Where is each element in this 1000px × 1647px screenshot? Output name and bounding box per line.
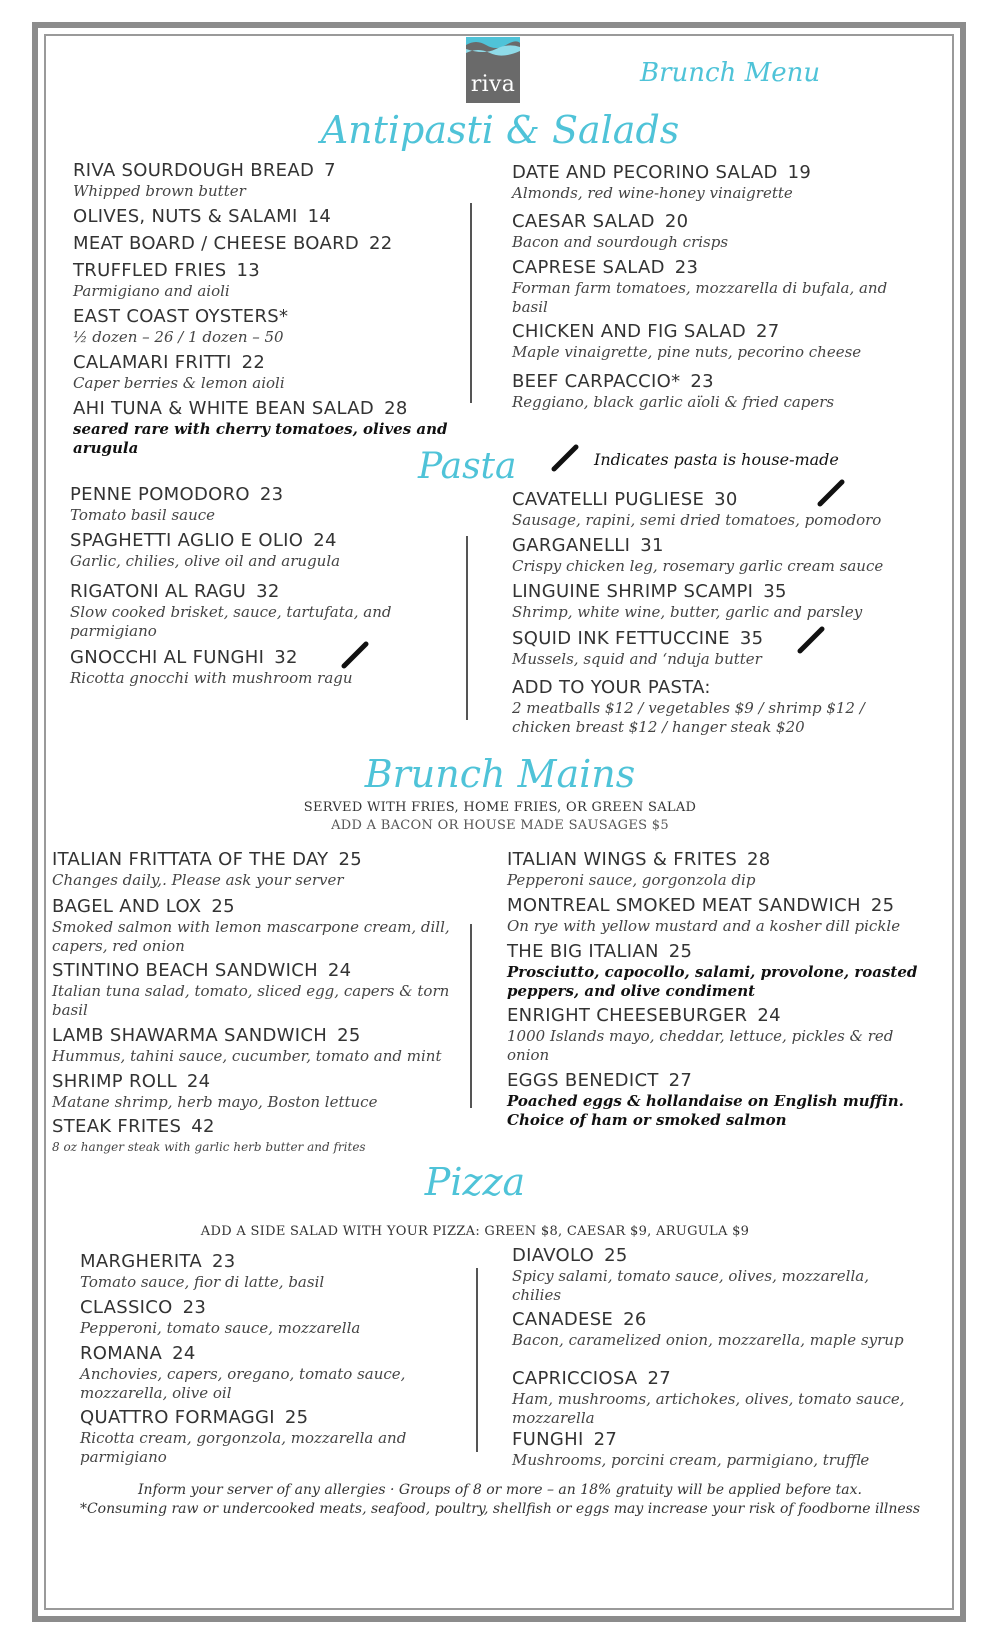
- allergy-note: Inform your server of any allergies · Groups of 8 or more – an 18% gratuity will be applied before tax.: [138, 1482, 862, 1498]
- menu-item: [507, 849, 927, 890]
- wave-icon: [466, 37, 520, 63]
- item-description: Spicy salami, tomato sauce, olives, mozzarella, chilies: [512, 1267, 869, 1304]
- item-description: Matane shrimp, herb mayo, Boston lettuce: [52, 1093, 378, 1111]
- item-name: [52, 960, 472, 982]
- menu-item: [80, 1297, 460, 1338]
- menu-item: [512, 628, 912, 669]
- item-name: [52, 896, 472, 918]
- menu-item: [70, 647, 455, 688]
- item-price: 25: [668, 941, 693, 962]
- item-description: Anchovies, capers, oregano, tomato sauce, mozzarella, olive oil: [80, 1365, 406, 1402]
- menu-item: [512, 1309, 912, 1350]
- item-title: ADD TO YOUR PASTA:: [512, 677, 711, 698]
- item-description: Italian tuna salad, tomato, sliced egg, capers & torn basil: [52, 982, 450, 1019]
- item-price: 27: [647, 1368, 672, 1389]
- item-description: Garlic, chilies, olive oil and arugula: [70, 552, 341, 570]
- menu-item: [512, 677, 912, 737]
- item-price: 25: [284, 1407, 309, 1428]
- rolling-pin-icon: [550, 443, 580, 473]
- item-title: STINTINO BEACH SANDWICH: [52, 960, 318, 981]
- divider-antipasti: [470, 203, 472, 403]
- item-title: THE BIG ITALIAN: [507, 941, 659, 962]
- item-description: Maple vinaigrette, pine nuts, pecorino cheese: [512, 343, 862, 361]
- item-description: 1000 Islands mayo, cheddar, lettuce, pickles & red onion: [507, 1027, 894, 1064]
- menu-item: [80, 1251, 460, 1292]
- item-name: [512, 535, 912, 557]
- item-name: [512, 257, 912, 279]
- item-title: MARGHERITA: [80, 1251, 202, 1272]
- item-name: [70, 647, 455, 669]
- menu-item: [512, 257, 912, 317]
- item-name: [52, 1071, 472, 1093]
- item-price: 23: [259, 484, 284, 505]
- item-name: [507, 849, 927, 871]
- item-name: [512, 1368, 912, 1390]
- item-price: 24: [186, 1071, 211, 1092]
- item-price: 28: [384, 398, 408, 419]
- menu-item: [52, 849, 472, 890]
- item-title: GARGANELLI: [512, 535, 631, 556]
- menu-item: [52, 896, 472, 956]
- item-price: 20: [664, 211, 689, 232]
- menu-item: [52, 960, 472, 1020]
- item-price: 25: [604, 1245, 628, 1266]
- divider-pizza: [476, 1268, 478, 1452]
- item-price: 22: [241, 352, 266, 373]
- item-name: [73, 233, 453, 255]
- item-title: AHI TUNA & WHITE BEAN SALAD: [73, 398, 375, 419]
- item-name: [507, 895, 927, 917]
- item-description: Tomato sauce, fior di latte, basil: [80, 1273, 325, 1291]
- menu-item: [512, 1368, 912, 1428]
- pasta-legend: Indicates pasta is house-made: [594, 450, 839, 469]
- item-name: [70, 530, 455, 552]
- menu-item: [52, 1025, 472, 1066]
- item-title: EAST COAST OYSTERS*: [73, 306, 289, 327]
- item-title: MONTREAL SMOKED MEAT SANDWICH: [507, 895, 861, 916]
- item-description: Shrimp, white wine, butter, garlic and parsley: [512, 603, 863, 621]
- menu-item: [70, 581, 455, 641]
- item-title: ROMANA: [80, 1343, 163, 1364]
- item-description: Poached eggs & hollandaise on English muffin. Choice of ham or smoked salmon: [507, 1092, 904, 1129]
- item-name: [80, 1343, 460, 1365]
- item-description: Parmigiano and aioli: [73, 282, 230, 300]
- rolling-pin-icon: [816, 478, 846, 508]
- item-title: SPAGHETTI AGLIO E OLIO: [70, 530, 304, 551]
- menu-item: [73, 233, 453, 255]
- item-name: [70, 484, 455, 506]
- menu-item: [73, 260, 453, 301]
- item-name: [512, 211, 912, 233]
- item-name: [52, 1116, 472, 1138]
- item-description: Almonds, red wine-honey vinaigrette: [512, 184, 793, 202]
- item-name: [52, 1025, 472, 1047]
- mains-note-1: SERVED WITH FRIES, HOME FRIES, OR GREEN SALAD: [303, 800, 697, 815]
- logo-text: riva: [470, 72, 516, 97]
- item-description: Slow cooked brisket, sauce, tartufata, and parmigiano: [70, 603, 392, 640]
- item-price: 19: [787, 162, 812, 183]
- item-title: CALAMARI FRITTI: [73, 352, 232, 373]
- item-name: [512, 162, 912, 184]
- item-price: 7: [324, 160, 336, 181]
- item-title: RIGATONI AL RAGU: [70, 581, 247, 602]
- item-price: 23: [674, 257, 699, 278]
- item-price: 42: [191, 1116, 215, 1137]
- menu-item: [512, 1429, 912, 1470]
- menu-item: [73, 352, 453, 393]
- item-price: 32: [274, 647, 298, 668]
- item-name: [70, 581, 455, 603]
- item-price: 32: [256, 581, 280, 602]
- menu-item: [512, 489, 912, 530]
- item-title: CANADESE: [512, 1309, 614, 1330]
- menu-title: Brunch Menu: [640, 58, 821, 88]
- item-title: FUNGHI: [512, 1429, 584, 1450]
- item-price: 23: [182, 1297, 207, 1318]
- item-title: BEEF CARPACCIO*: [512, 371, 681, 392]
- item-title: LINGUINE SHRIMP SCAMPI: [512, 581, 754, 602]
- item-description: 8 oz hanger steak with garlic herb butter and frites: [52, 1140, 366, 1154]
- menu-item: [80, 1343, 460, 1403]
- menu-item: [512, 581, 912, 622]
- item-price: 31: [640, 535, 664, 556]
- item-price: 35: [763, 581, 787, 602]
- item-name: [512, 489, 912, 511]
- item-description: Sausage, rapini, semi dried tomatoes, pomodoro: [512, 511, 882, 529]
- item-description: Smoked salmon with lemon mascarpone cream, dill, capers, red onion: [52, 918, 450, 955]
- menu-item: [512, 162, 912, 203]
- divider-pasta: [466, 536, 468, 720]
- item-title: CAESAR SALAD: [512, 211, 655, 232]
- menu-item: [507, 1005, 927, 1065]
- item-name: [512, 1309, 912, 1331]
- item-name: [73, 260, 453, 282]
- section-title-pasta: Pasta: [418, 446, 517, 487]
- item-description: Caper berries & lemon aioli: [73, 374, 285, 392]
- item-title: QUATTRO FORMAGGI: [80, 1407, 275, 1428]
- item-price: 14: [307, 206, 332, 227]
- item-name: [512, 628, 912, 650]
- menu-item: [507, 941, 927, 1001]
- raw-food-warning: *Consuming raw or undercooked meats, seafood, poultry, shellfish or eggs may increase your risk of foodborne illness: [79, 1501, 921, 1517]
- item-title: LAMB SHAWARMA SANDWICH: [52, 1025, 328, 1046]
- menu-item: [52, 1071, 472, 1112]
- item-name: [80, 1407, 460, 1429]
- item-description: Pepperoni sauce, gorgonzola dip: [507, 871, 756, 889]
- item-description: Ham, mushrooms, artichokes, olives, tomato sauce, mozzarella: [512, 1390, 905, 1427]
- item-description: Hummus, tahini sauce, cucumber, tomato and mint: [52, 1047, 442, 1065]
- item-title: TRUFFLED FRIES: [73, 260, 227, 281]
- item-title: PENNE POMODORO: [70, 484, 250, 505]
- item-title: DIAVOLO: [512, 1245, 595, 1266]
- menu-item: [73, 160, 453, 201]
- item-description: seared rare with cherry tomatoes, olives and arugula: [73, 420, 448, 457]
- item-price: 24: [327, 960, 352, 981]
- item-price: 26: [623, 1309, 647, 1330]
- item-description: Tomato basil sauce: [70, 506, 216, 524]
- item-title: EGGS BENEDICT: [507, 1070, 659, 1091]
- menu-item: [70, 530, 455, 571]
- item-title: ITALIAN FRITTATA OF THE DAY: [52, 849, 329, 870]
- item-title: OLIVES, NUTS & SALAMI: [73, 206, 298, 227]
- item-price: 28: [747, 849, 771, 870]
- item-price: 23: [211, 1251, 236, 1272]
- menu-item: [80, 1407, 460, 1467]
- item-description: Changes daily,. Please ask your server: [52, 871, 344, 889]
- menu-item: [73, 206, 453, 228]
- item-description: Reggiano, black garlic aïoli & fried capers: [512, 393, 835, 411]
- item-description: Bacon and sourdough crisps: [512, 233, 729, 251]
- section-title-antipasti: Antipasti & Salads: [320, 108, 680, 152]
- item-description: Ricotta gnocchi with mushroom ragu: [70, 669, 353, 687]
- item-title: MEAT BOARD / CHEESE BOARD: [73, 233, 360, 254]
- item-title: CAVATELLI PUGLIESE: [512, 489, 705, 510]
- item-description: 2 meatballs $12 / vegetables $9 / shrimp $12 / chicken breast $12 / hanger steak $20: [512, 699, 865, 736]
- item-description: Ricotta cream, gorgonzola, mozzarella and parmigiano: [80, 1429, 407, 1466]
- item-title: ITALIAN WINGS & FRITES: [507, 849, 738, 870]
- item-title: CHICKEN AND FIG SALAD: [512, 321, 747, 342]
- item-title: CAPRICCIOSA: [512, 1368, 638, 1389]
- item-price: 24: [172, 1343, 196, 1364]
- item-price: 25: [870, 895, 895, 916]
- rolling-pin-icon: [796, 625, 826, 655]
- item-price: 25: [211, 896, 235, 917]
- item-title: BAGEL AND LOX: [52, 896, 202, 917]
- menu-item: [512, 211, 912, 252]
- item-price: 27: [593, 1429, 618, 1450]
- menu-item: [70, 484, 455, 525]
- item-name: [73, 398, 453, 420]
- item-title: CLASSICO: [80, 1297, 173, 1318]
- item-name: [507, 941, 927, 963]
- menu-item: [73, 398, 453, 458]
- item-name: [52, 849, 472, 871]
- item-title: GNOCCHI AL FUNGHI: [70, 647, 265, 668]
- item-name: [512, 371, 912, 393]
- item-price: 24: [757, 1005, 781, 1026]
- item-name: [73, 206, 453, 228]
- item-name: [512, 321, 912, 343]
- item-price: 13: [236, 260, 261, 281]
- item-description: ½ dozen – 26 / 1 dozen – 50: [73, 328, 284, 346]
- item-description: Prosciutto, capocollo, salami, provolone, roasted peppers, and olive condiment: [507, 963, 918, 1000]
- item-title: DATE AND PECORINO SALAD: [512, 162, 778, 183]
- item-description: Forman farm tomatoes, mozzarella di bufala, and basil: [512, 279, 888, 316]
- item-name: [73, 352, 453, 374]
- item-name: [80, 1297, 460, 1319]
- item-name: [73, 306, 453, 328]
- menu-item: [507, 1070, 927, 1130]
- menu-item: [512, 1245, 912, 1305]
- item-price: 27: [668, 1070, 693, 1091]
- item-description: Crispy chicken leg, rosemary garlic cream sauce: [512, 557, 884, 575]
- item-name: [512, 1429, 912, 1451]
- item-name: [80, 1251, 460, 1273]
- section-title-pizza: Pizza: [424, 1160, 526, 1204]
- item-title: SQUID INK FETTUCCINE: [512, 628, 730, 649]
- item-price: 23: [690, 371, 714, 392]
- item-description: Whipped brown butter: [73, 182, 246, 200]
- item-name: [507, 1070, 927, 1092]
- menu-item: [73, 306, 453, 347]
- item-price: 27: [756, 321, 780, 342]
- item-price: 24: [313, 530, 337, 551]
- menu-item: [512, 535, 912, 576]
- item-name: [512, 581, 912, 603]
- item-title: STEAK FRITES: [52, 1116, 182, 1137]
- item-name: [512, 1245, 912, 1267]
- item-description: Mushrooms, porcini cream, parmigiano, truffle: [512, 1451, 870, 1469]
- menu-item: [512, 321, 912, 362]
- section-title-mains: Brunch Mains: [364, 752, 636, 796]
- item-price: 22: [369, 233, 393, 254]
- menu-item: [507, 895, 927, 936]
- item-price: 35: [739, 628, 764, 649]
- menu-item: [52, 1116, 472, 1157]
- mains-note-2: ADD A BACON OR HOUSE MADE SAUSAGES $5: [331, 818, 669, 833]
- item-description: Mussels, squid and ‘nduja butter: [512, 650, 762, 668]
- item-price: 25: [338, 849, 362, 870]
- item-description: Bacon, caramelized onion, mozzarella, maple syrup: [512, 1331, 904, 1349]
- item-title: CAPRESE SALAD: [512, 257, 665, 278]
- item-name: [73, 160, 453, 182]
- item-price: 25: [337, 1025, 361, 1046]
- menu-item: [512, 371, 912, 412]
- item-title: SHRIMP ROLL: [52, 1071, 177, 1092]
- item-name: [512, 677, 912, 699]
- item-price: 30: [714, 489, 738, 510]
- rolling-pin-icon: [340, 640, 370, 670]
- item-title: RIVA SOURDOUGH BREAD: [73, 160, 315, 181]
- pizza-note: ADD A SIDE SALAD WITH YOUR PIZZA: GREEN $8, CAESAR $9, ARUGULA $9: [200, 1224, 750, 1239]
- riva-logo: [466, 37, 520, 103]
- item-description: Pepperoni, tomato sauce, mozzarella: [80, 1319, 361, 1337]
- item-name: [507, 1005, 927, 1027]
- item-description: On rye with yellow mustard and a kosher dill pickle: [507, 917, 901, 935]
- item-title: ENRIGHT CHEESEBURGER: [507, 1005, 748, 1026]
